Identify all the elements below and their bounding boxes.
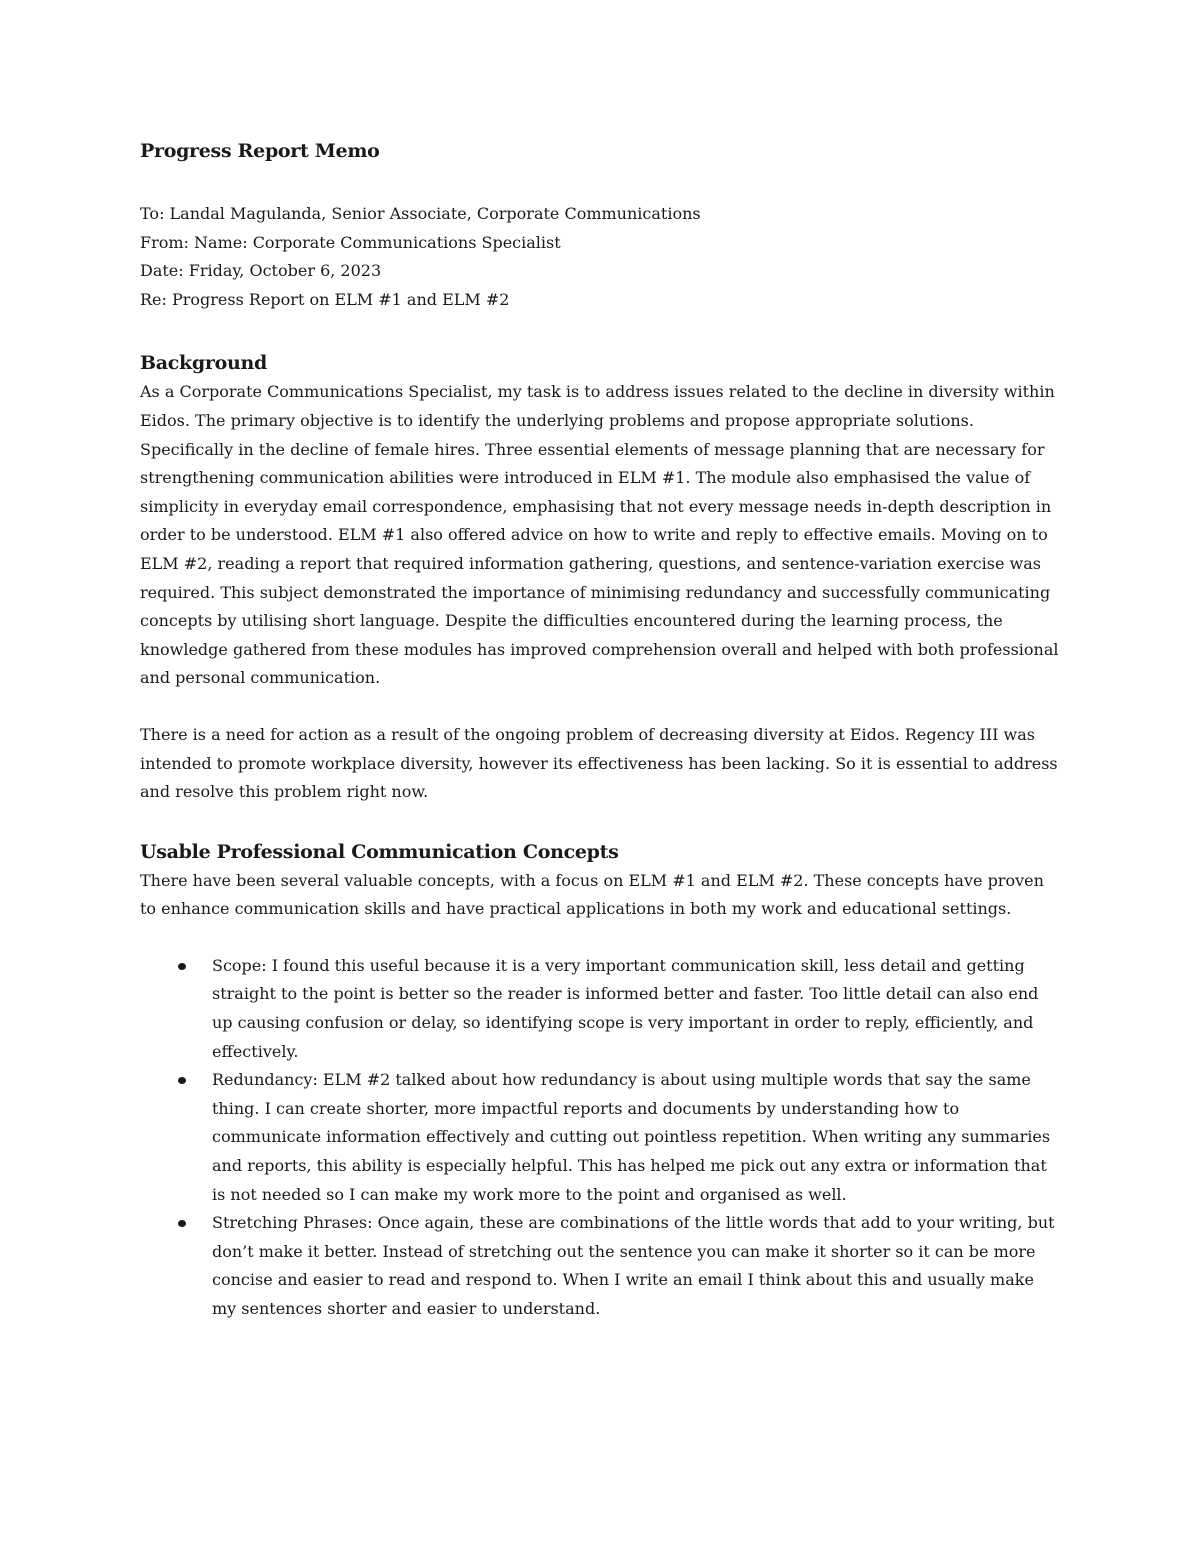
list-item-text: Redundancy: ELM #2 talked about how redundancy is about using multiple words that say the same thing. I can create shorter, more impactful reports and documents by understanding how to communicate information effectively and cutting out pointless repetition. When writing any summaries and reports, this ability is especially helpful. This has helped me pick out any extra or information that is not needed so I can make my work more to the point and organised as well. (212, 1070, 1051, 1204)
memo-title: Progress Report Memo (140, 140, 380, 162)
list-item (140, 952, 1060, 1066)
memo-to-line: To: Landal Magulanda, Senior Associate, Corporate Communications (140, 204, 701, 223)
memo-from-line: From: Name: Corporate Communications Specialist (140, 232, 561, 252)
list-item-text: Scope: I found this useful because it is a very important communication skill, less detail and getting straight to the point is better so the reader is informed better and faster. Too little detail can also end up causing confusion or delay, so identifying scope is very important in order to reply, efficiently, and effectively. (212, 955, 1039, 1061)
list-item (140, 1209, 1060, 1323)
usable-concepts-intro: There have been several valuable concepts, with a focus on ELM #1 and ELM #2. These concepts have proven to enhance communication skills and have practical applications in both my work and educational settings. (140, 870, 1044, 919)
usable-concepts-heading: Usable Professional Communication Concepts (140, 840, 619, 863)
memo-header (140, 200, 1060, 314)
background-heading: Background (140, 352, 267, 375)
memo-date-line: Date: Friday, October 6, 2023 (140, 261, 382, 281)
memo-re-line: Re: Progress Report on ELM #1 and ELM #2 (140, 289, 510, 309)
list-item (140, 1066, 1060, 1209)
bullet-icon (178, 1077, 186, 1084)
bullet-icon (178, 963, 186, 970)
background-paragraph-2: There is a need for action as a result of the ongoing problem of decreasing diversity at Eidos. Regency III was intended to promote workplace diversity, however its effectiveness has been lacking. So it is essential to address and resolve this problem right now. (140, 724, 1058, 802)
background-paragraph-1: As a Corporate Communications Specialist, my task is to address issues related to the decline in diversity within Eidos. The primary objective is to identify the underlying problems and propose appropriate solutions. Specifically in the decline of female hires. Three essential elements of message planning that are necessary for strengthening communication abilities were introduced in ELM #1. The module also emphasised the value of simplicity in everyday email correspondence, emphasising that not every message needs in-depth description in order to be understood. ELM #1 also offered advice on how to write and reply to effective emails. Moving on to ELM #2, reading a report that required information gathering, questions, and sentence-variation exercise was required. This subject demonstrated the importance of minimising redundancy and successfully communicating concepts by utilising short language. Despite the difficulties encountered during the learning process, the knowledge gathered from these modules has improved comprehension overall and helped with both professional and personal communication. (140, 382, 1059, 688)
concepts-list (140, 952, 1060, 1324)
memo-page (140, 140, 1060, 1324)
list-item-text: Stretching Phrases: Once again, these are combinations of the little words that add to your writing, but don’t make it better. Instead of stretching out the sentence you can make it shorter so it can be more concise and easier to read and respond to. When I write an email I think about this and usually make my sentences shorter and easier to understand. (212, 1213, 1055, 1318)
bullet-icon (178, 1220, 186, 1227)
